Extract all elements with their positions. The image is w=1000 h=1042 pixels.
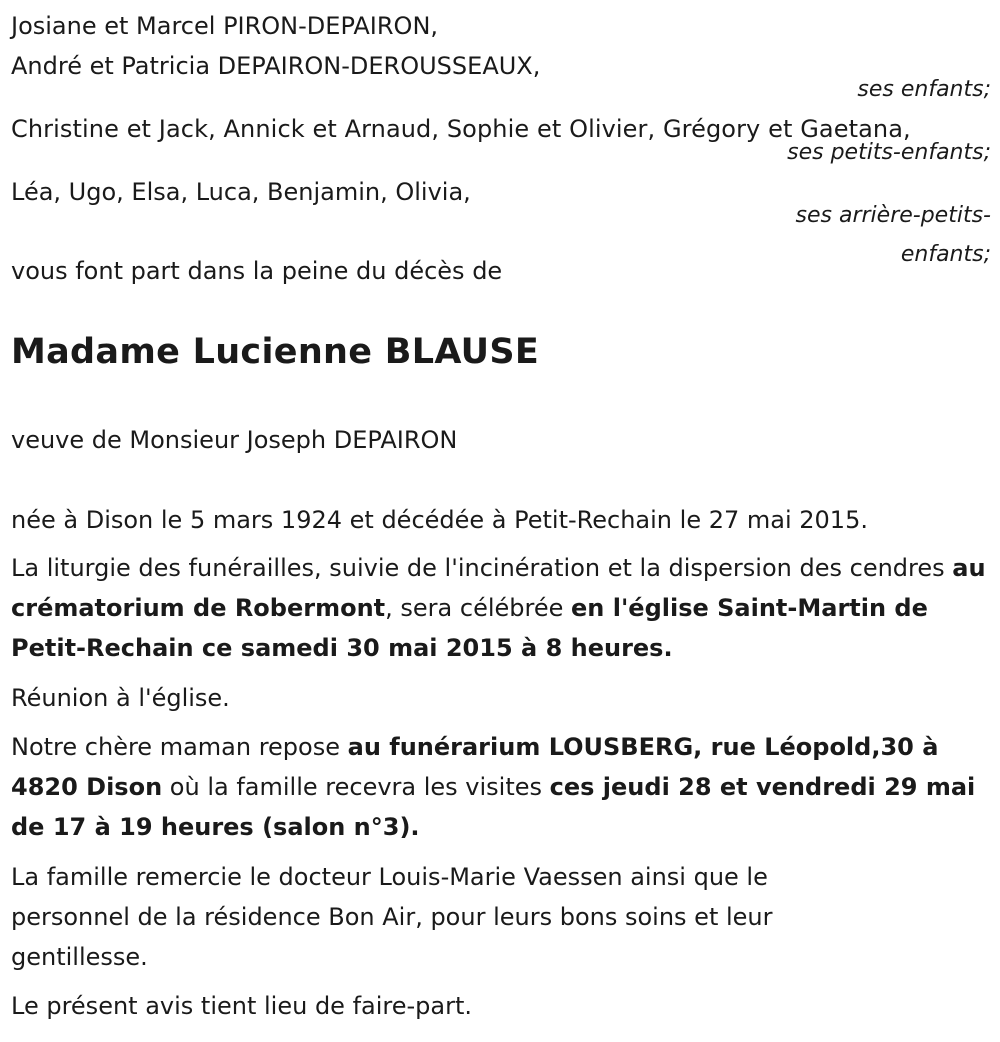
visitation-text-2: où la famille recevra les visites [162,773,550,801]
widow-of-text: veuve de Monsieur Joseph DEPAIRON [11,426,458,454]
meeting-text: Réunion à l'église. [11,684,230,712]
liturgy-text-1: La liturgie des funérailles, suivie de l'incinération et la dispersion des cendres [11,554,953,582]
grandchildren-line: Christine et Jack, Annick et Arnaud, Sophie et Olivier, Grégory et Gaetana, [11,115,911,143]
visitation-paragraph [11,727,986,847]
deceased-name: Madame Lucienne BLAUSE [11,332,540,372]
liturgy-church-date: en l'église Saint-Martin de Petit-Rechain ce samedi 30 mai 2015 à 8 heures. [11,594,928,662]
great-grandchildren-label-2: enfants; [900,242,991,267]
visitation-dates: ces jeudi 28 et vendredi 29 mai de 17 à 19 heures (salon n°3). [11,773,976,841]
children-line-2: André et Patricia DEPAIRON-DEROUSSEAUX, [11,52,541,80]
liturgy-text-2: , sera célébrée [385,594,572,622]
children-line-1: Josiane et Marcel PIRON-DEPAIRON, [11,12,439,40]
great-grandchildren-label-1: ses arrière-petits- [795,203,991,228]
birth-death-text: née à Dison le 5 mars 1924 et décédée à Petit-Rechain le 27 mai 2015. [11,506,868,534]
children-label: ses enfants; [857,77,991,102]
closing-text: Le présent avis tient lieu de faire-part. [11,992,473,1020]
thanks-paragraph: La famille remercie le docteur Louis-Marie Vaessen ainsi que le personnel de la résidence Bon Air, pour leurs bons soins et leur gentillesse. [11,863,773,971]
liturgy-paragraph [11,548,986,668]
liturgy-crematorium: au crématorium de Robermont [11,554,986,622]
grandchildren-label: ses petits-enfants; [787,140,991,165]
visitation-funerarium: au funérarium LOUSBERG, rue Léopold,30 à 4820 Dison [11,733,939,801]
visitation-text-1: Notre chère maman repose [11,733,348,761]
announcement-text: vous font part dans la peine du décès de [11,257,503,285]
great-grandchildren-line: Léa, Ugo, Elsa, Luca, Benjamin, Olivia, [11,178,471,206]
